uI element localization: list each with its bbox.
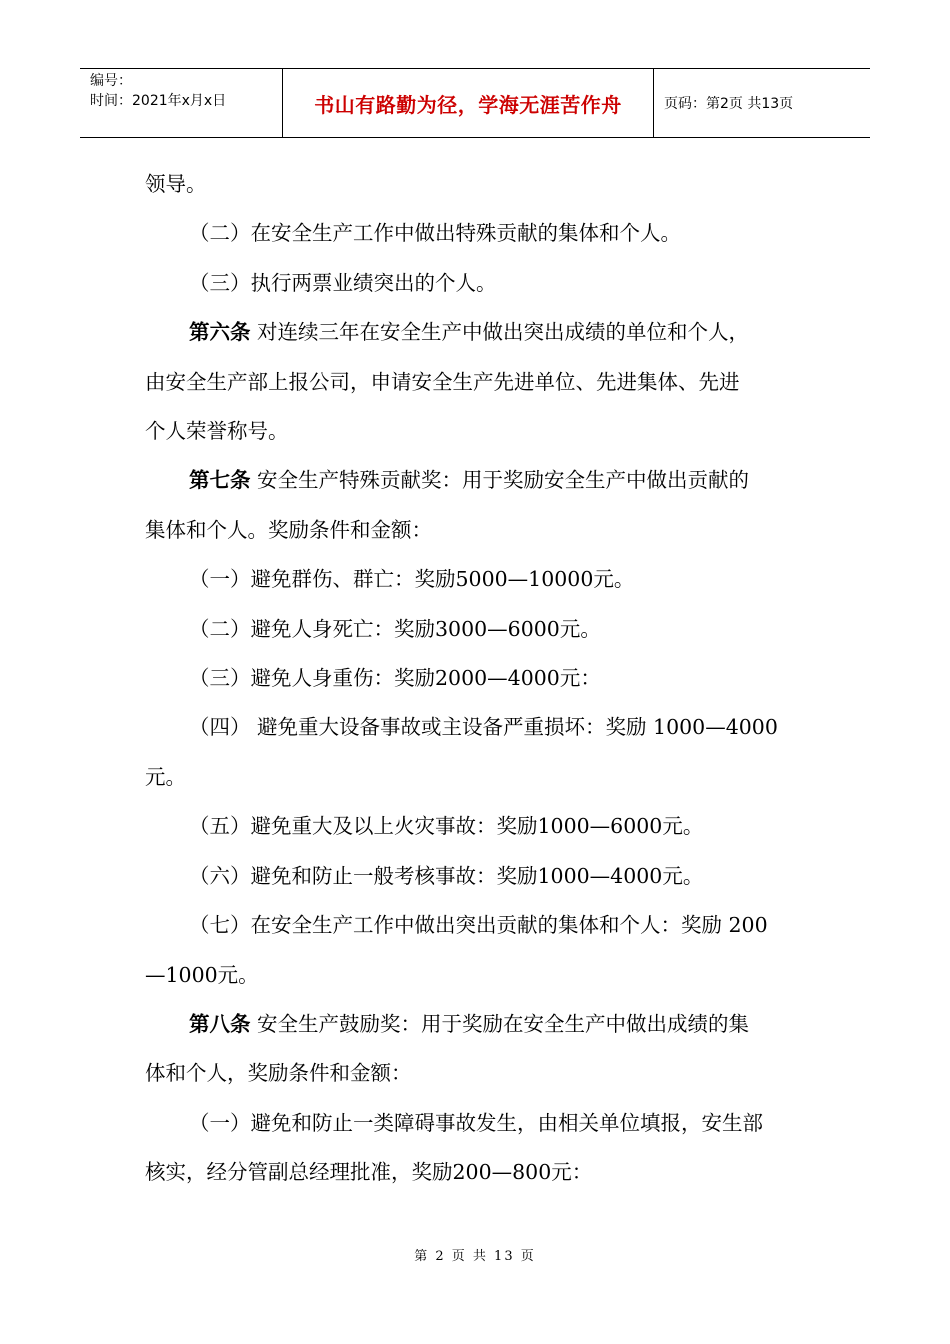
article-number: 第八条 [189, 1011, 251, 1036]
paragraph-line [145, 308, 815, 357]
document-body [145, 160, 815, 1198]
paragraph-text: （六）避免和防止一般考核事故：奖励1000—4000元。 [189, 863, 704, 888]
paragraph-line [145, 1049, 815, 1098]
paragraph-line [145, 753, 815, 802]
paragraph-text: 安全生产特殊贡献奖：用于奖励安全生产中做出贡献的 [250, 468, 750, 493]
paragraph-line [145, 209, 815, 258]
paragraph-line [145, 654, 815, 703]
paragraph-text: 领导。 [145, 172, 207, 196]
paragraph-line [145, 1148, 815, 1197]
paragraph-line [145, 259, 815, 308]
paragraph-text: （一）避免和防止一类障碍事故发生，由相关单位填报，安生部 [189, 1110, 763, 1135]
page-header [80, 68, 870, 138]
paragraph-text: （三）执行两票业绩突出的个人。 [189, 270, 497, 295]
paragraph-line [145, 555, 815, 604]
paragraph-line [145, 605, 815, 654]
article-number: 第七条 [189, 468, 251, 493]
paragraph-text: （三）避免人身重伤：奖励2000—4000元： [189, 666, 601, 691]
paragraph-text: 安全生产鼓励奖：用于奖励在安全生产中做出成绩的集 [250, 1011, 750, 1036]
paragraph-text: （四） 避免重大设备事故或主设备严重损坏：奖励 1000—4000 [189, 715, 778, 740]
paragraph-text: 元。 [145, 764, 186, 789]
paragraph-text: 由安全生产部上报公司，申请安全生产先进单位、先进集体、先进 [145, 369, 740, 394]
paragraph-text: （七）在安全生产工作中做出突出贡献的集体和个人：奖励 200 [189, 913, 768, 938]
paragraph-line [145, 951, 815, 1000]
paragraph-line [145, 407, 815, 456]
paragraph-line [145, 1099, 815, 1148]
paragraph-line [145, 358, 815, 407]
paragraph-text: 个人荣誉称号。 [145, 419, 289, 444]
paragraph-line [145, 160, 815, 209]
header-page-info: 页码：第2页 共13页 [664, 96, 794, 112]
paragraph-line [145, 456, 815, 505]
paragraph-line [145, 852, 815, 901]
paragraph-line [145, 901, 815, 950]
paragraph-line [145, 506, 815, 555]
paragraph-text: （二）在安全生产工作中做出特殊贡献的集体和个人。 [189, 221, 681, 246]
header-meta [80, 69, 282, 137]
paragraph-line [145, 703, 815, 752]
header-motto: 书山有路勤为径，学海无涯苦作舟 [282, 69, 654, 137]
paragraph-line [145, 1000, 815, 1049]
paragraph-text: 核实，经分管副总经理批准，奖励200—800元： [145, 1160, 593, 1185]
paragraph-text: （五）避免重大及以上火灾事故：奖励1000—6000元。 [189, 814, 704, 839]
paragraph-text: （一）避免群伤、群亡：奖励5000—10000元。 [189, 567, 635, 592]
paragraph-text: —1000元。 [145, 962, 259, 987]
paragraph-text: 体和个人，奖励条件和金额： [145, 1061, 412, 1086]
article-number: 第六条 [189, 320, 251, 345]
paragraph-text: （二）避免人身死亡：奖励3000—6000元。 [189, 616, 601, 641]
document-date: 时间：2021年x月x日 [90, 93, 227, 109]
document-number-label: 编号： [90, 73, 132, 89]
paragraph-text: 集体和个人。奖励条件和金额： [145, 517, 432, 542]
paragraph-text: 对连续三年在安全生产中做出突出成绩的单位和个人， [250, 320, 750, 345]
page-footer: 第 2 页 共 13 页 [414, 1249, 536, 1264]
paragraph-line [145, 802, 815, 851]
